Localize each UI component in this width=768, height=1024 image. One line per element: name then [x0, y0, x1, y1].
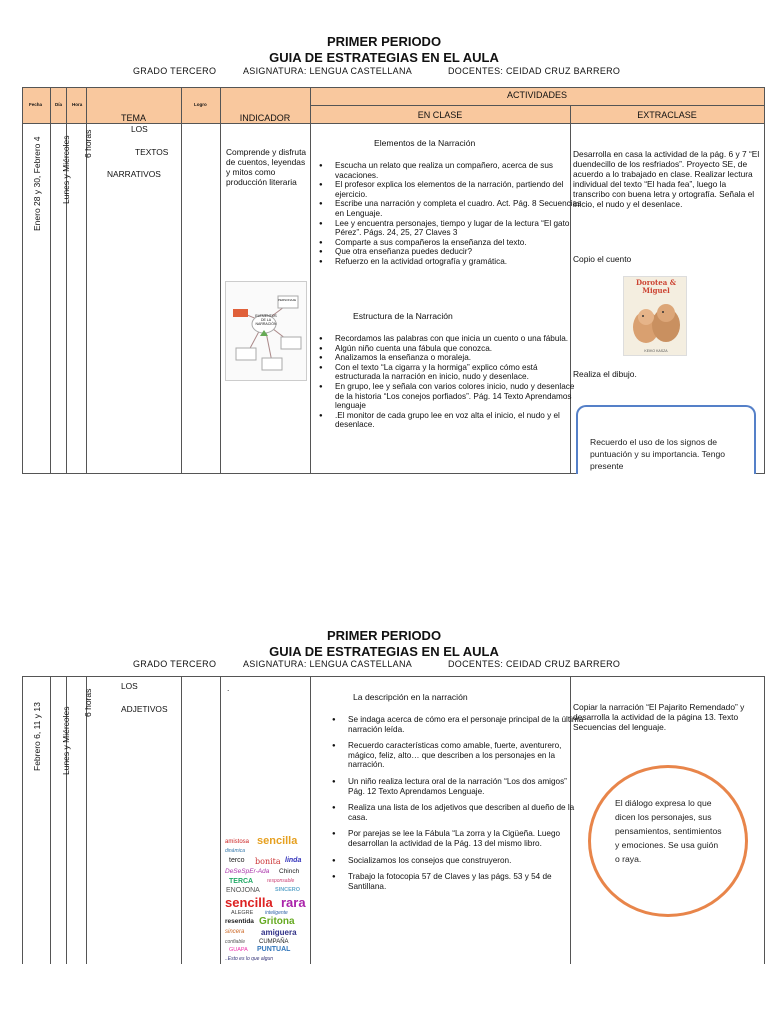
list-item: ● Realiza una lista de los adjetivos que describen al dueño de la casa.: [348, 803, 584, 822]
reminder-note-box: [576, 405, 756, 474]
collage-word: terco: [229, 857, 245, 864]
list-item: ● Escribe una narración y completa el cuadro. Act. Pág. 8 Secuencias en Lenguaje.: [335, 199, 583, 218]
extraclase-text: Copiar la narración “El Pajarito Remendado” y desarrolla la actividad de la página 13. Texto Secuencias del lenguaje.: [573, 702, 745, 732]
section-title-estructura: Estructura de la Narración: [353, 311, 453, 321]
collage-word: DeSeSpEr-Ada: [225, 868, 270, 875]
collage-word: Chinch: [279, 868, 300, 875]
collage-word: sincera: [225, 929, 245, 935]
hora-value: 6 horas: [83, 688, 93, 717]
fecha-value: Febrero 6, 11 y 13: [32, 702, 42, 771]
strategy-table: [22, 676, 765, 964]
list-item: ● Recordamos las palabras con que inicia un cuento o una fábula.: [335, 334, 583, 344]
collage-word: CUMPAÑA: [259, 939, 289, 945]
book-title: Dorotea & Miguel: [635, 278, 677, 295]
estructura-list: [315, 334, 583, 430]
list-item: ● Con el texto “La cigarra y la hormiga” explico cómo está estructurada la narración en inicio, nudo y desenlace.: [335, 363, 583, 382]
subject-label: ASIGNATURA: LENGUA CASTELLANA: [243, 659, 413, 669]
tema-line-1: LOS: [121, 681, 138, 691]
col-tema: TEMA: [120, 113, 146, 123]
col-dia: Día: [55, 102, 63, 107]
copio-text: Copio el cuento: [573, 254, 632, 264]
col-extraclase: EXTRACLASE: [637, 110, 697, 120]
list-item: ● Por parejas se lee la Fábula “La zorra y la Cigüeña. Luego desarrollan la actividad de la Pág. 13 del mismo libro.: [348, 829, 584, 848]
collage-word: inteligente: [265, 910, 288, 916]
col-hora: Hora: [72, 102, 83, 107]
narration-diagram: [225, 281, 307, 381]
collage-word: resentida: [225, 918, 254, 925]
dia-value: Lunes y Miércoles: [61, 706, 71, 775]
dia-value: Lunes y Miércoles: [61, 135, 71, 204]
section-title-elementos: Elementos de la Narración: [374, 138, 476, 148]
list-item: ● Lee y encuentra personajes, tiempo y lugar de la lectura “El gato Pérez”. Págs. 24, 25, 27 Claves 3: [335, 219, 583, 238]
collage-word: Gritona: [259, 916, 295, 927]
indicador-text: Comprende y disfruta de cuentos, leyendas y mitos como producción literaria: [226, 147, 307, 187]
guide-title: GUIA DE ESTRATEGIAS EN EL AULA: [269, 644, 499, 659]
collage-word: GUAPA: [229, 947, 248, 953]
collage-word: bonita: [255, 857, 281, 866]
list-item: ● .El monitor de cada grupo lee en voz alta el inicio, el nudo y el desenlace.: [335, 411, 583, 430]
indicador-text: .: [227, 683, 230, 693]
diagram-center-label: ELEMENTOS DE LA NARRACIÓN: [255, 314, 277, 326]
adjective-word-collage: [223, 835, 309, 965]
col-actividades: ACTIVIDADES: [506, 90, 567, 100]
collage-word: sencilla: [225, 895, 273, 910]
list-item: ● Se indaga acerca de cómo era el personaje principal de la última narración leída.: [348, 715, 584, 734]
col-en-clase: EN CLASE: [417, 110, 463, 120]
strategy-table: [22, 87, 765, 474]
fecha-value: Enero 28 y 30, Febrero 4: [32, 136, 42, 231]
list-item: ● Refuerzo en la actividad ortografía y gramática.: [335, 257, 583, 267]
dialogue-note-text: El diálogo expresa lo que dicen los personajes, sus pensamientos, sentimientos y emociones. Se usa guión o raya.: [615, 798, 722, 864]
collage-word: confiable: [225, 939, 246, 945]
collage-word: amistosa: [225, 839, 250, 845]
collage-word: responsable: [267, 878, 295, 884]
collage-word: dinámica: [225, 848, 246, 854]
tema-line-1: LOS: [131, 124, 148, 134]
list-item: ● Analizamos la enseñanza o moraleja.: [335, 353, 583, 363]
collage-word: TERCA: [229, 878, 254, 885]
teachers-label: DOCENTES: CEIDAD CRUZ BARRERO: [448, 66, 621, 76]
collage-word: SINCERO: [275, 887, 301, 893]
grade-label: GRADO TERCERO: [133, 66, 217, 76]
list-item: ● Comparte a sus compañeros la enseñanza del texto.: [335, 238, 583, 248]
dialogue-note-ellipse: [588, 765, 748, 917]
collage-word: ENOJONA: [226, 887, 260, 894]
list-item: ● Socializamos los consejos que construyeron.: [348, 856, 584, 866]
realiza-text: Realiza el dibujo.: [573, 369, 637, 379]
descripcion-list: [328, 715, 584, 891]
collage-word: ..Esto es lo que algun: [225, 956, 274, 962]
collage-word: sencilla: [257, 835, 298, 847]
section-title-descripcion: La descripción en la narración: [353, 692, 468, 702]
tema-line-2: TEXTOS: [135, 147, 169, 157]
col-logro: Logro: [194, 102, 207, 107]
collage-word: linda: [285, 857, 302, 864]
collage-word: amiguera: [261, 928, 297, 937]
book-author: KEIKO KASZA: [644, 349, 668, 353]
tema-line-3: NARRATIVOS: [107, 169, 161, 179]
list-item: ● El profesor explica los elementos de la narración, partiendo del ejercicio.: [335, 180, 583, 199]
teachers-label: DOCENTES: CEIDAD CRUZ BARRERO: [448, 659, 621, 669]
list-item: ● Escucha un relato que realiza un compañero, acerca de sus vacaciones.: [335, 161, 583, 180]
list-item: ● En grupo, lee y señala con varios colores inicio, nudo y desenlace de la historia “Los conejos porfiados”. Pág. 14 Texto Aprendamos lenguaje: [335, 382, 583, 411]
guide-title: GUIA DE ESTRATEGIAS EN EL AULA: [269, 50, 499, 65]
collage-word: ALEGRE: [231, 910, 254, 916]
subject-label: ASIGNATURA: LENGUA CASTELLANA: [243, 66, 413, 76]
period-title: PRIMER PERIODO: [326, 34, 442, 49]
reminder-note-text: Recuerdo el uso de los signos de puntuación y su importancia. Tengo presente: [590, 437, 726, 471]
col-indicador: INDICADOR: [239, 113, 291, 123]
extraclase-text: Desarrolla en casa la actividad de la pág. 6 y 7 “El duendecillo de los resfriados”. Proyecto SE, de acuerdo a lo trabajado en clase. Realizar lectura individual del texto “El hada fea”, luego la transcribo con buena letra y ortografía. Señala el inicio, el nudo y el desenlace.: [573, 149, 760, 209]
elementos-list: [315, 161, 583, 267]
period-title: PRIMER PERIODO: [326, 628, 442, 643]
collage-word: PUNTUAL: [257, 946, 291, 953]
list-item: ● Trabajo la fotocopia 57 de Claves y las págs. 53 y 54 de Santillana.: [348, 872, 584, 891]
list-item: ● Que otra enseñanza puedes deducir?: [335, 247, 583, 257]
col-fecha: Fecha: [29, 102, 43, 107]
diagram-node-label: PERSONAJE: [278, 298, 297, 302]
collage-word: rara: [281, 895, 306, 910]
list-item: ● Recuerdo características como amable, fuerte, aventurero, mágico, feliz, alto… que describen a los personajes en la narración.: [348, 741, 584, 770]
tema-line-2: ADJETIVOS: [121, 704, 168, 714]
book-cover-image: [623, 276, 687, 356]
list-item: ● Un niño realiza lectura oral de la narración “Los dos amigos” Pág. 12 Texto Aprendamos Lenguaje.: [348, 777, 584, 796]
grade-label: GRADO TERCERO: [133, 659, 217, 669]
list-item: ● Algún niño cuenta una fábula que conozca.: [335, 344, 583, 354]
hora-value: 6 horas: [83, 129, 93, 158]
